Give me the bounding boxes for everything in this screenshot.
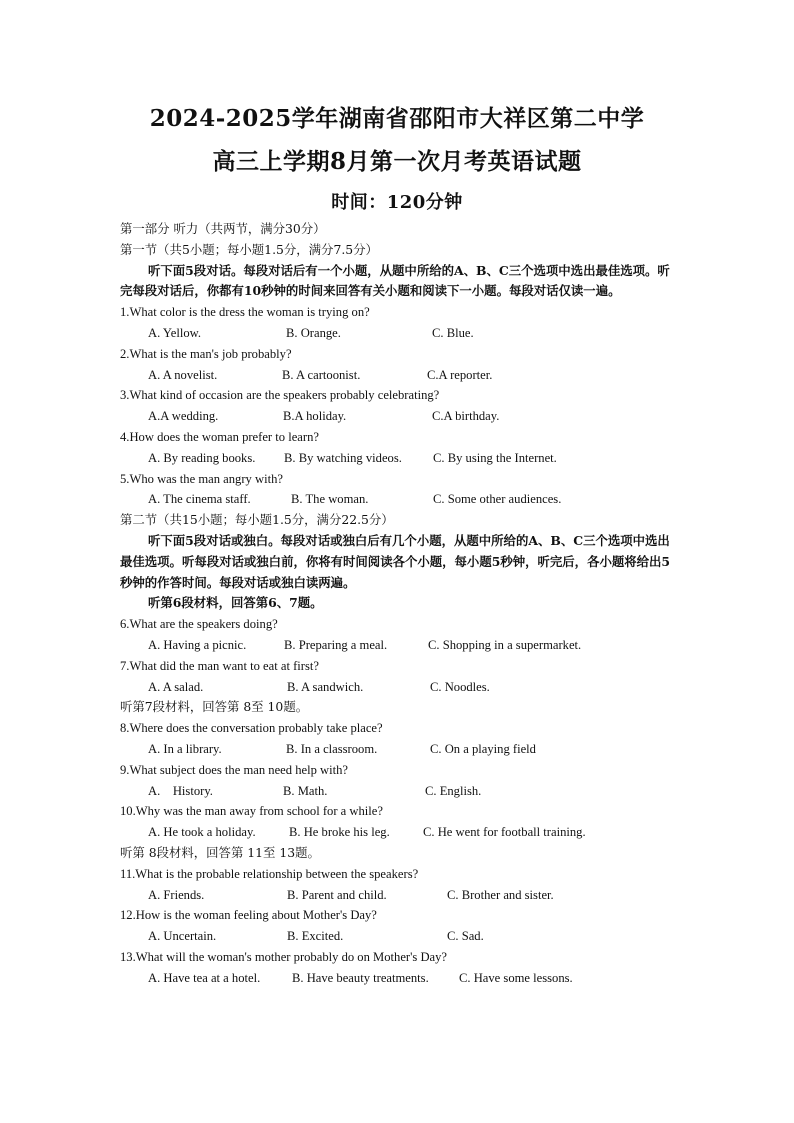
question-9: 9.What subject does the man need help with? <box>120 762 349 777</box>
question-5: 5.Who was the man angry with? <box>120 471 283 486</box>
material-6-heading: 听第6段材料，回答第6、7题。 <box>148 595 323 611</box>
exam-title-line2: 高三上学期8月第一次月考英语试题 <box>212 148 582 175</box>
option-a: A. Friends. <box>148 887 205 902</box>
option-a: A.A wedding. <box>148 409 219 424</box>
option-c: C. Some other audiences. <box>433 492 562 507</box>
options-1 <box>120 323 680 344</box>
option-a: A. A novelist. <box>148 367 218 382</box>
option-c: C. Have some lessons. <box>459 970 573 985</box>
option-b: B.A holiday. <box>283 409 347 424</box>
option-b: B. Excited. <box>287 929 344 944</box>
option-c: C. Shopping in a supermarket. <box>428 637 582 652</box>
section2-instructions: 听下面5段对话或独白。每段对话或独白后有几个小题，从题中所给的A、B、C三个选项中选出最佳选项。听每段对话或独白前，你将有时间阅读各个小题，每小题5秒钟，听完后，各小题将给出5秒钟的作答时间。每段对话或独白读两遍。 <box>120 532 671 590</box>
section1-heading: 第一节（共5小题；每小题1.5分，满分7.5分） <box>120 241 378 257</box>
part1-heading: 第一部分 听力（共两节，满分30分） <box>120 221 326 236</box>
option-c: C.A birthday. <box>432 409 500 424</box>
section1-instructions: 听下面5段对话。每段对话后有一个小题，从题中所给的A、B、C三个选项中选出最佳选项。听完每段对话后，你都有10秒钟的时间来回答有关小题和阅读下一小题。每段对话仅读一遍。 <box>120 262 670 299</box>
options-8 <box>120 739 680 760</box>
option-a: A. A salad. <box>148 679 204 694</box>
option-c: C. On a playing field <box>430 741 536 756</box>
material-7-heading: 听第7段材料，回答第 8至 10题。 <box>120 699 309 715</box>
options-11 <box>120 885 680 906</box>
exam-time: 时间：120分钟 <box>331 192 463 213</box>
options-7 <box>120 677 680 698</box>
option-b: B. A cartoonist. <box>282 367 361 382</box>
option-c: C. By using the Internet. <box>433 450 557 465</box>
options-10 <box>120 822 680 843</box>
exam-title-line1: 2024-2025学年湖南省邵阳市大祥区第二中学 <box>149 105 645 132</box>
question-10: 10.Why was the man away from school for a while? <box>120 804 383 819</box>
options-3 <box>120 406 680 427</box>
option-b: B. Math. <box>283 783 328 798</box>
option-b: B. By watching videos. <box>284 450 402 465</box>
option-a: A. The cinema staff. <box>148 492 251 507</box>
option-a: A. In a library. <box>148 741 222 756</box>
option-b: B. In a classroom. <box>286 741 378 756</box>
option-b: B. He broke his leg. <box>289 825 390 840</box>
option-a: A. Having a picnic. <box>148 637 247 652</box>
question-12: 12.How is the woman feeling about Mother's Day? <box>120 908 377 923</box>
options-12 <box>120 926 680 947</box>
options-4 <box>120 448 680 469</box>
question-8: 8.Where does the conversation probably take place? <box>120 721 383 736</box>
question-1: 1.What color is the dress the woman is trying on? <box>120 305 370 320</box>
option-a: A. He took a holiday. <box>148 825 256 840</box>
option-b: B. Parent and child. <box>287 887 387 902</box>
option-a: A. By reading books. <box>148 450 256 465</box>
options-9 <box>120 781 680 802</box>
option-c: C. Sad. <box>447 929 484 944</box>
option-b: B. A sandwich. <box>287 679 364 694</box>
options-2 <box>120 365 680 386</box>
question-11: 11.What is the probable relationship between the speakers? <box>120 866 419 881</box>
options-13 <box>120 968 680 989</box>
option-b: B. The woman. <box>291 492 369 507</box>
option-a: A. Yellow. <box>148 325 202 340</box>
option-c: C. Noodles. <box>430 679 490 694</box>
option-c: C. Brother and sister. <box>447 887 554 902</box>
option-b: B. Have beauty treatments. <box>292 970 429 985</box>
exam-content <box>120 219 680 988</box>
material-8-heading: 听第 8段材料，回答第 11至 13题。 <box>120 844 320 860</box>
section2-heading: 第二节（共15小题；每小题1.5分，满分22.5分） <box>120 512 394 528</box>
options-5 <box>120 489 680 510</box>
option-b: B. Orange. <box>286 325 341 340</box>
option-a: A. Have tea at a hotel. <box>148 970 261 985</box>
question-7: 7.What did the man want to eat at first? <box>120 658 319 673</box>
question-3: 3.What kind of occasion are the speakers probably celebrating? <box>120 388 440 403</box>
question-2: 2.What is the man's job probably? <box>120 346 292 361</box>
option-c: C.A reporter. <box>427 367 493 382</box>
option-b: B. Preparing a meal. <box>284 637 388 652</box>
option-c: C. English. <box>425 783 482 798</box>
option-a: A. History. <box>148 783 213 798</box>
question-4: 4.How does the woman prefer to learn? <box>120 429 319 444</box>
question-13: 13.What will the woman's mother probably do on Mother's Day? <box>120 949 448 964</box>
option-c: C. He went for football training. <box>423 825 586 840</box>
option-a: A. Uncertain. <box>148 929 217 944</box>
options-6 <box>120 635 680 656</box>
option-c: C. Blue. <box>432 325 474 340</box>
question-6: 6.What are the speakers doing? <box>120 617 278 632</box>
